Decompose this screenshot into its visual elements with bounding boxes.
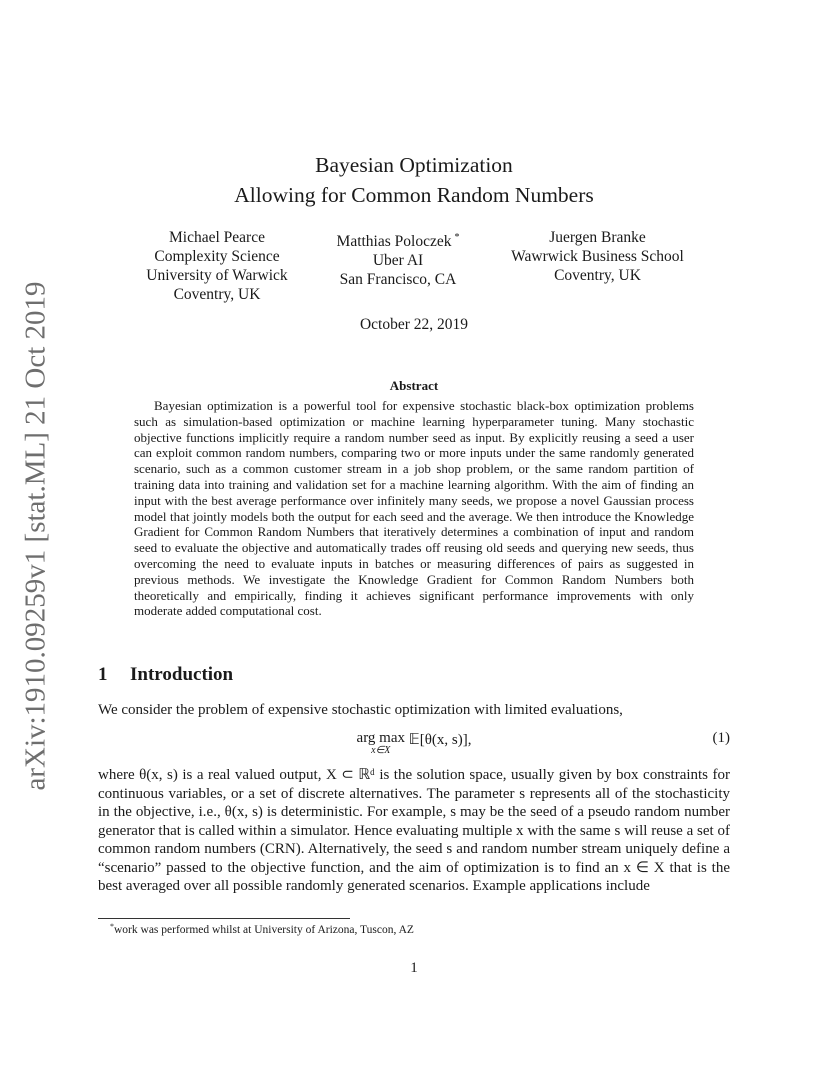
- author-affiliation: Coventry, UK: [173, 286, 261, 303]
- equation-number: (1): [712, 730, 730, 746]
- paper-title: [0, 150, 828, 210]
- title-line-1: Bayesian Optimization: [315, 153, 513, 177]
- author-affiliation: San Francisco, CA: [339, 271, 457, 288]
- author-affiliation: Coventry, UK: [554, 267, 641, 284]
- author-affiliation: Complexity Science: [154, 248, 280, 265]
- argmax-operator: [357, 730, 405, 756]
- author-name: Michael Pearce: [169, 229, 265, 246]
- intro-sentence: We consider the problem of expensive stochastic optimization with limited evaluations,: [98, 702, 623, 718]
- section-title: Introduction: [130, 664, 234, 685]
- operator-subscript: x∈X: [371, 745, 391, 756]
- equation-1: [98, 730, 730, 760]
- arxiv-identifier-text: arXiv:1910.09259v1 [stat.ML] 21 Oct 2019: [19, 281, 52, 791]
- footnote: [110, 922, 414, 936]
- title-line-2: Allowing for Common Random Numbers: [234, 183, 594, 207]
- author-affiliation: Uber AI: [372, 252, 424, 269]
- author-affiliation: Wawrwick Business School: [511, 248, 684, 265]
- author-affiliation: University of Warwick: [146, 267, 288, 284]
- operator-text: arg max: [356, 730, 405, 746]
- footnote-marker: *: [454, 232, 460, 243]
- author-name: Juergen Branke: [549, 229, 646, 246]
- equation-body: [98, 730, 730, 756]
- abstract-heading: Abstract: [389, 378, 439, 393]
- author-block-1: [122, 228, 312, 304]
- page-number: 1: [410, 960, 418, 976]
- author-name-row: [308, 228, 488, 251]
- footnote-text: work was performed whilst at University of Arizona, Tuscon, AZ: [114, 924, 414, 936]
- footnote-mark: *: [110, 922, 114, 931]
- paper-date: October 22, 2019: [359, 316, 469, 333]
- equation-expression: 𝔼[θ(x, s)],: [408, 732, 472, 748]
- section-number: 1: [98, 664, 108, 685]
- footnote-rule: [98, 918, 350, 919]
- author-name: Matthias Poloczek: [336, 233, 452, 250]
- author-block-2: [308, 228, 488, 289]
- section-heading: [98, 664, 233, 686]
- body-paragraph: where θ(x, s) is a real valued output, X ⊂ ℝᵈ is the solution space, usually given by box constraints for continuous variables, or a set of discrete alternatives. The parameter s represents all of the stochasticity in the objective, i.e., θ(x, s) is deterministic. For example, s may be the seed of a pseudo random number generator that is called within a simulator. Hence evaluating multiple x with the same s will reuse a set of common random numbers (CRN). Alternatively, the seed s and random number stream uniquely define a “scenario” passed to the objective function, and the aim of optimization is to find an x ∈ X that is the best averaged over all possible randomly generated scenarios. Example applications include: [98, 767, 730, 894]
- author-block-3: [495, 228, 700, 285]
- abstract-body: Bayesian optimization is a powerful tool for expensive stochastic black-box optimization problems such as simulation-based optimization or machine learning hyperparameter tuning. Many stochastic objective functions implicitly require a random number seed as input. By explicitly reusing a seed a user can exploit common random numbers, comparing two or more inputs under the same randomly generated scenario, such as a common customer stream in a job shop problem, or the same random partition of training data into training and validation set for a machine learning algorithm. With the aim of finding an input with the best average performance over infinitely many seeds, we propose a novel Gaussian process model that jointly models both the output for each seed and the average. We then introduce the Knowledge Gradient for Common Random Numbers that iteratively determines a combination of input and random seed to evaluate the objective and automatically trades off reusing old seeds and querying new seeds, thus overcoming the need to evaluate inputs in batches or measuring differences of pairs as suggested in previous methods. We investigate the Knowledge Gradient for Common Random Numbers both theoretically and empirically, finding it achieves significant performance improvements with only moderate added computational cost.: [134, 398, 694, 619]
